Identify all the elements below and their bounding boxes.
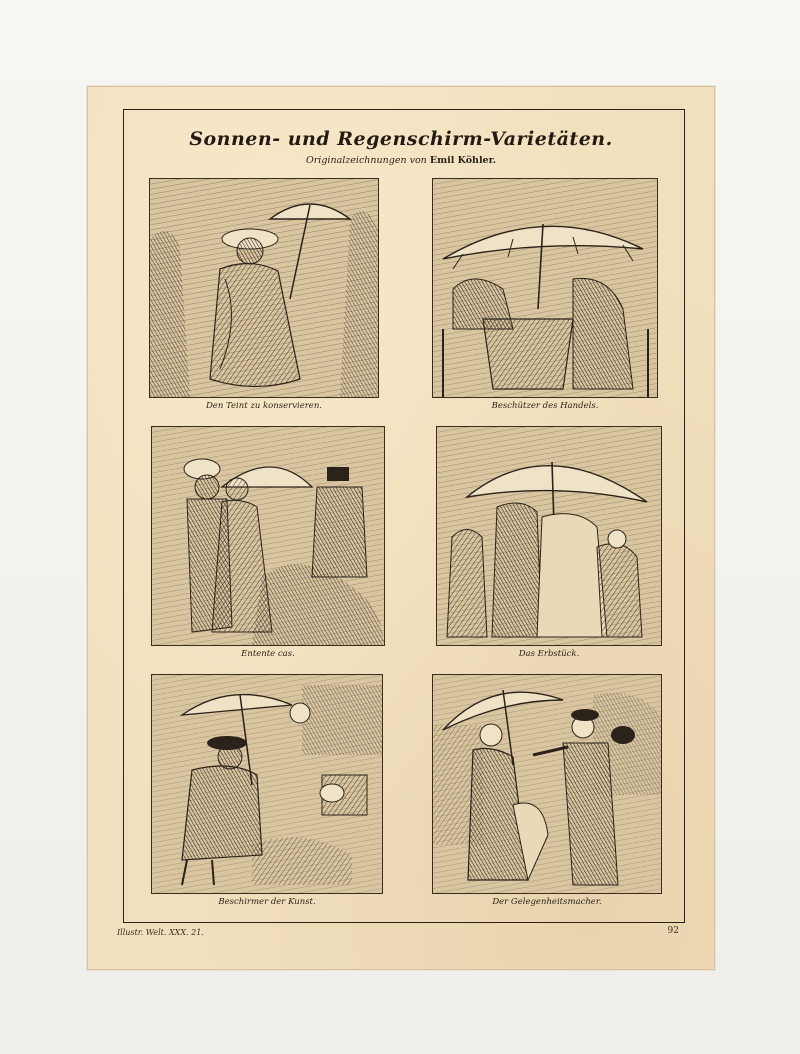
woman-with-parasol-engraving [149, 178, 379, 398]
panel-1-caption: Den Teint zu konservieren. [205, 401, 323, 411]
panel-6-caption: Der Gelegenheitsmacher. [492, 897, 602, 907]
market-umbrella-engraving [432, 178, 658, 398]
print-page [87, 86, 715, 970]
gentleman-offering-umbrella-engraving [432, 674, 662, 894]
footer-issue: Illustr. Welt. XXX. 21. [117, 928, 204, 937]
panel-5-caption: Beschirmer der Kunst. [218, 897, 316, 907]
couple-kissing-under-umbrella-engraving [151, 426, 385, 646]
page-subtitle [87, 155, 715, 166]
panel-2-caption: Beschützer des Handels. [491, 401, 599, 411]
panel-1 [149, 178, 379, 414]
subtitle-author: Emil Köhler. [429, 155, 497, 166]
painter-under-umbrella-engraving [151, 674, 383, 894]
family-under-umbrella-engraving [436, 426, 662, 646]
page-title: Sonnen- und Regenschirm-Varietäten. [189, 128, 613, 150]
panel-2 [432, 178, 658, 414]
panel-3 [151, 426, 385, 662]
subtitle-prefix: Originalzeichnungen von [305, 155, 427, 166]
panel-6 [432, 674, 662, 910]
panel-4 [436, 426, 662, 662]
page-number: 92 [667, 926, 679, 936]
panel-3-caption: Entente cas. [241, 649, 295, 659]
panel-4-caption: Das Erbstück. [518, 649, 580, 659]
panel-5 [151, 674, 383, 910]
